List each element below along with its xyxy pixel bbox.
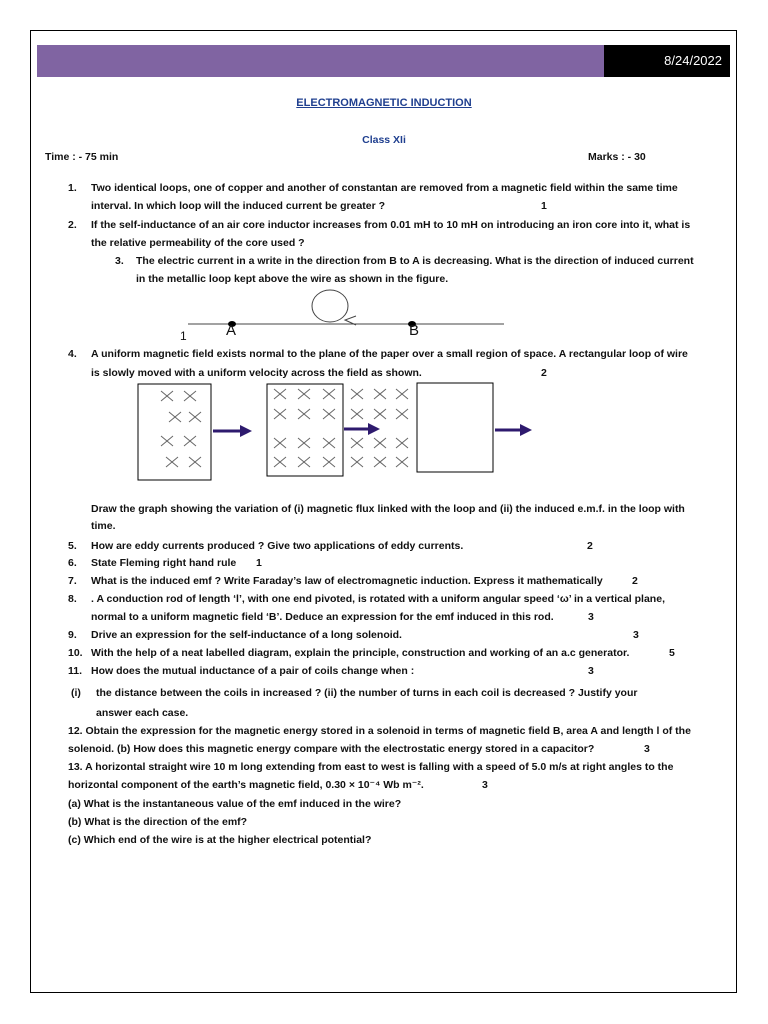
q10-mark: 5 — [669, 647, 675, 659]
q5-mark: 2 — [587, 540, 593, 552]
q12-text-cont: solenoid. (b) How does this magnetic energy compare with the electrostatic energy stored in a capacitor? — [68, 743, 595, 755]
q1-number: 1. — [68, 182, 77, 194]
q9-mark: 3 — [633, 629, 639, 641]
q13-mark: 3 — [482, 779, 488, 791]
q2-text: If the self-inductance of an air core inductor increases from 0.01 mH to 10 mH on introducing an iron core into it, what is — [91, 219, 691, 231]
q3-figure-mark: 1 — [180, 329, 187, 343]
q4-number: 4. — [68, 348, 77, 360]
q4-graph-instruction: Draw the graph showing the variation of (i) magnetic flux linked with the loop and (ii) the induced e.m.f. in the loop with — [91, 503, 685, 515]
q4-text: A uniform magnetic field exists normal to the plane of the paper over a small region of space. A rectangular loop of wire — [91, 348, 688, 360]
q3-text: The electric current in a write in the direction from B to A is decreasing. What is the direction of induced current — [136, 255, 694, 267]
q3-text-cont: in the metallic loop kept above the wire as shown in the figure. — [136, 273, 449, 285]
q10-number: 10. — [68, 647, 83, 659]
q8-text-cont: normal to a uniform magnetic field ‘B’. Deduce an expression for the emf induced in this rod. — [91, 611, 554, 623]
q3-number: 3. — [115, 255, 124, 267]
q6-mark: 1 — [256, 557, 262, 569]
q3-label-b: B — [409, 322, 420, 339]
q4-text-cont: is slowly moved with a uniform velocity across the field as shown. — [91, 367, 422, 379]
q4-arrowhead-2 — [368, 423, 380, 435]
class-label: Class XIi — [362, 134, 406, 146]
q6-number: 6. — [68, 557, 77, 569]
q11-number: 11. — [68, 665, 83, 677]
q11-sub-number: (i) — [71, 687, 81, 699]
q8-number: 8. — [68, 593, 77, 605]
q4-mark: 2 — [541, 367, 547, 379]
q5-text: How are eddy currents produced ? Give two applications of eddy currents. — [91, 540, 464, 552]
q4-arrowhead-3 — [520, 424, 532, 436]
q13-part-a: (a) What is the instantaneous value of the emf induced in the wire? — [68, 798, 402, 810]
q12-mark: 3 — [644, 743, 650, 755]
q1-text-cont: interval. In which loop will the induced current be greater ? — [91, 200, 386, 212]
q7-number: 7. — [68, 575, 77, 587]
q11-text: How does the mutual inductance of a pair of coils change when : — [91, 665, 415, 677]
q9-text: Drive an expression for the self-inductance of a long solenoid. — [91, 629, 402, 641]
q7-mark: 2 — [632, 575, 638, 587]
q5-number: 5. — [68, 540, 77, 552]
q3-label-a: A — [226, 322, 237, 339]
q2-text-cont: the relative permeability of the core used ? — [91, 237, 305, 249]
q13-text-cont: horizontal component of the earth’s magnetic field, 0.30 × 10⁻⁴ Wb m⁻². — [68, 779, 424, 791]
q4-arrowhead-1 — [240, 425, 252, 437]
q13-part-b: (b) What is the direction of the emf? — [68, 816, 248, 828]
q4-loop-3 — [417, 383, 493, 472]
q6-text: State Fleming right hand rule — [91, 557, 237, 569]
q4-graph-instruction-cont: time. — [91, 520, 116, 532]
q4-field-marks-1 — [161, 391, 201, 467]
q8-mark: 3 — [588, 611, 594, 623]
q9-number: 9. — [68, 629, 77, 641]
q7-text: What is the induced emf ? Write Faraday’s law of electromagnetic induction. Express it mathematically — [91, 575, 603, 587]
q1-mark: 1 — [541, 200, 547, 212]
q8-text: . A conduction rod of length ‘l’, with one end pivoted, is rotated with a uniform angular speed ‘ω’ in a vertical plane, — [91, 593, 665, 605]
q11-sub-text: the distance between the coils in increased ? (ii) the number of turns in each coil is decreased ? Justify your — [96, 687, 638, 699]
q13-text: 13. A horizontal straight wire 10 m long extending from east to west is falling with a speed of 5.0 m/s at right angles to the — [68, 761, 674, 773]
header-date: 8/24/2022 — [604, 45, 730, 77]
q4-field-marks-2 — [274, 389, 408, 467]
q2-number: 2. — [68, 219, 77, 231]
page-title: ELECTROMAGNETIC INDUCTION — [296, 97, 472, 109]
marks-label: Marks : - 30 — [588, 151, 646, 163]
q11-mark: 3 — [588, 665, 594, 677]
q13-part-c: (c) Which end of the wire is at the higher electrical potential? — [68, 834, 372, 846]
time-label: Time : - 75 min — [45, 151, 119, 163]
q1-text: Two identical loops, one of copper and another of constantan are removed from a magnetic field within the same time — [91, 182, 678, 194]
q11-sub-text-cont: answer each case. — [96, 707, 189, 719]
q10-text: With the help of a neat labelled diagram, explain the principle, construction and working of an a.c generator. — [91, 647, 630, 659]
q12-text: 12. Obtain the expression for the magnetic energy stored in a solenoid in terms of magnetic field B, area A and length l of the — [68, 725, 691, 737]
